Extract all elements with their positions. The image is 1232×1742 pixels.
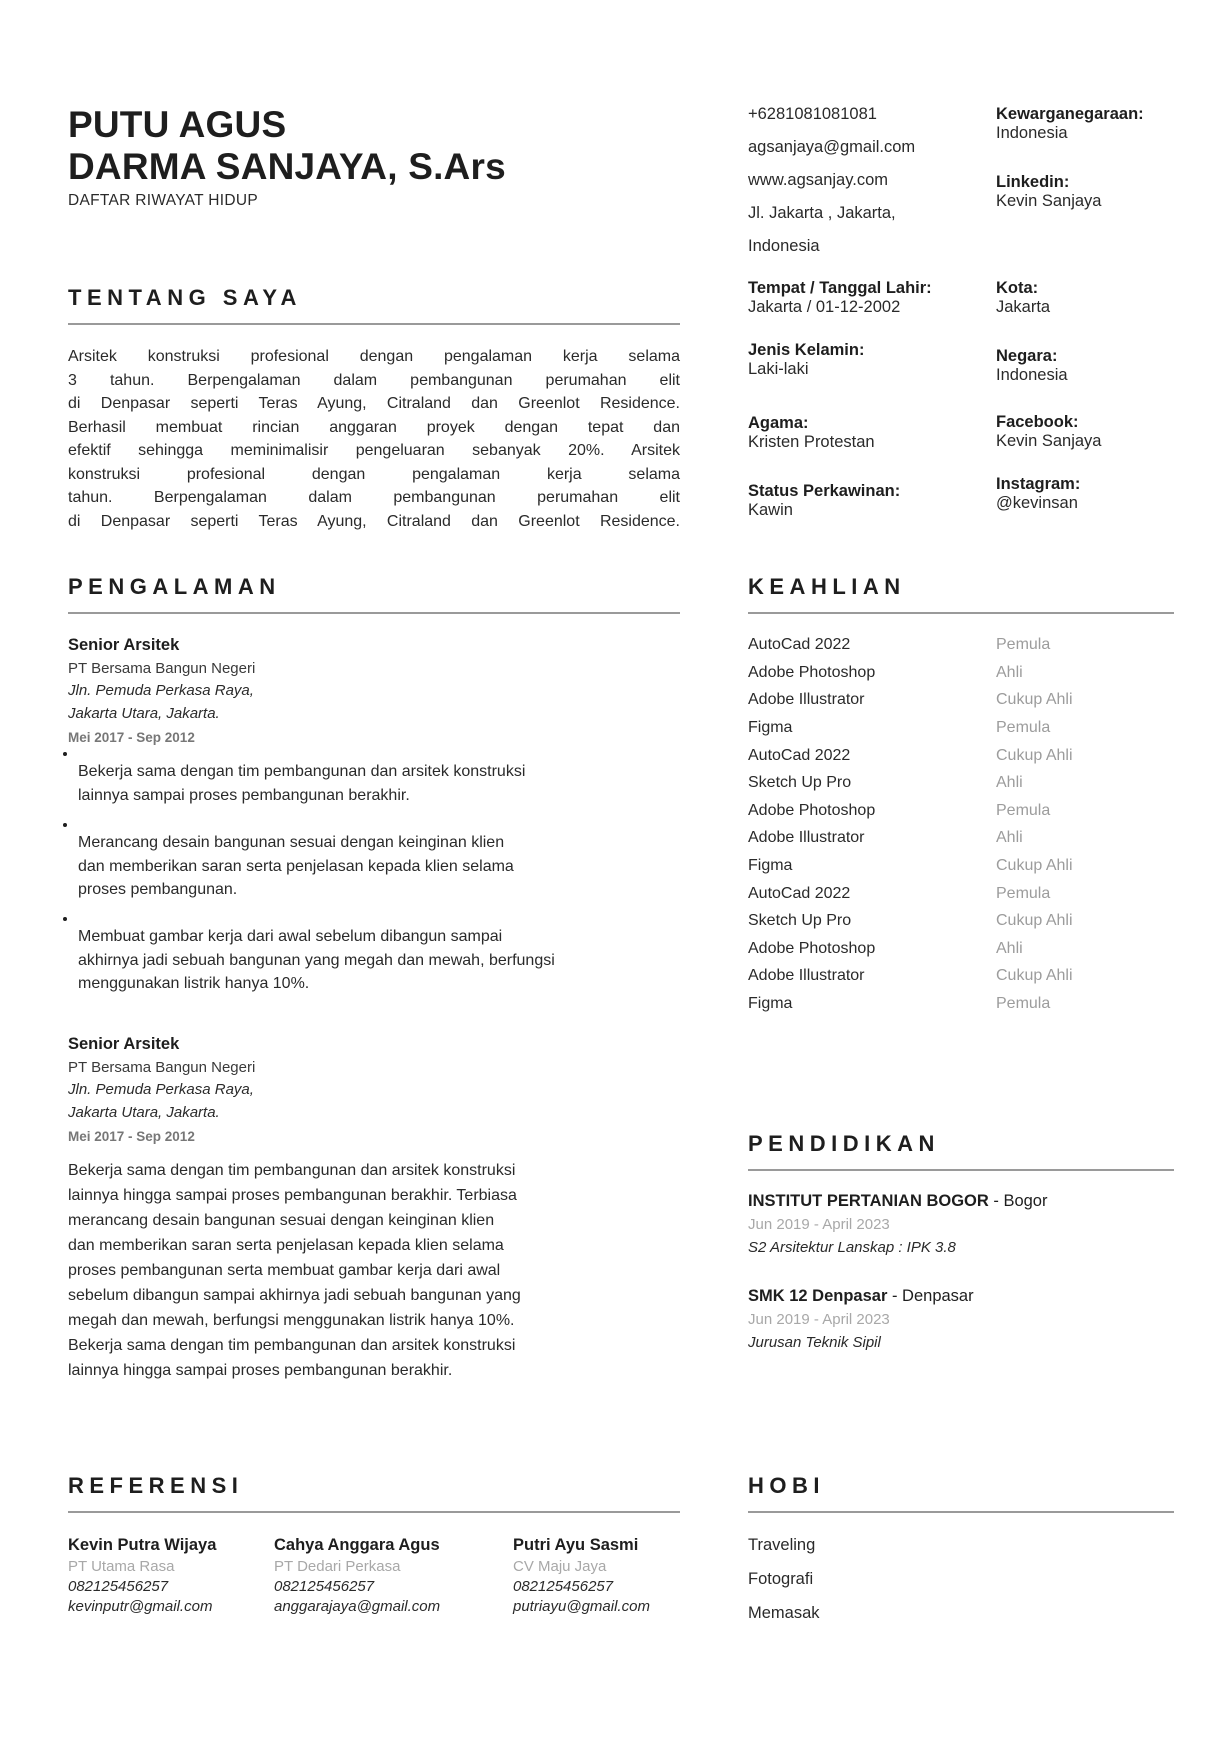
religion-block xyxy=(748,414,875,452)
about-line: tahun. Berpengalaman dalam pembangunan perumahan elit xyxy=(68,489,680,506)
citizenship-value: Indonesia xyxy=(996,124,1068,142)
reference-email: putriayu@gmail.com xyxy=(513,1598,650,1615)
skill-name: Adobe Photoshop xyxy=(748,802,876,819)
hobbies-heading: HOBI xyxy=(748,1473,825,1498)
about-line: di Denpasar seperti Teras Ayung, Citraland dan Greenlot Residence. xyxy=(68,512,680,530)
education-divider xyxy=(748,1169,1174,1171)
linkedin-value: Kevin Sanjaya xyxy=(996,192,1102,210)
about-text xyxy=(68,345,680,533)
skill-name: Adobe Illustrator xyxy=(748,829,865,846)
bullet-line: Bekerja sama dengan tim pembangunan dan arsitek konstruksi xyxy=(78,763,526,780)
skill-level: Cukup Ahli xyxy=(996,912,1073,929)
marital-label: Status Perkawinan: xyxy=(748,482,901,500)
skill-level: Pemula xyxy=(996,719,1051,736)
about-line: 3 tahun. Berpengalaman dalam pembangunan perumahan elit xyxy=(68,371,680,389)
skill-level: Ahli xyxy=(996,664,1023,681)
instagram-label: Instagram: xyxy=(996,475,1081,493)
job-2-address xyxy=(68,1079,254,1124)
hobby-item: Memasak xyxy=(748,1604,820,1622)
skill-level: Pemula xyxy=(996,995,1051,1012)
about-line: Berhasil membuat rincian anggaran proyek dengan tepat dan xyxy=(68,418,680,436)
reference-phone: 082125456257 xyxy=(513,1578,614,1595)
birth-block xyxy=(748,279,932,317)
birth-value: Jakarta / 01-12-2002 xyxy=(748,298,901,316)
skill-name: Adobe Photoshop xyxy=(748,940,876,957)
skill-name: Sketch Up Pro xyxy=(748,912,852,929)
skill-level: Cukup Ahli xyxy=(996,747,1073,764)
instagram-block xyxy=(996,475,1080,513)
paragraph-line: sebelum dibangun sampai akhirnya jadi sebuah bangunan yang xyxy=(68,1287,521,1304)
job-1-date: Mei 2017 - Sep 2012 xyxy=(68,730,195,745)
document-subtitle: DAFTAR RIWAYAT HIDUP xyxy=(68,192,258,209)
skill-level: Pemula xyxy=(996,885,1051,902)
education-1-location: - Bogor xyxy=(988,1192,1048,1210)
skill-level: Ahli xyxy=(996,940,1023,957)
citizenship-label: Kewarganegaraan: xyxy=(996,105,1144,123)
education-1-school: INSTITUT PERTANIAN BOGOR xyxy=(748,1192,989,1210)
education-2-location: - Denpasar xyxy=(887,1287,974,1305)
skills-heading: KEAHLIAN xyxy=(748,574,906,599)
full-name xyxy=(68,104,506,188)
references-divider xyxy=(68,1511,680,1513)
references-heading: REFERENSI xyxy=(68,1473,244,1498)
paragraph-line: dan memberikan saran serta penjelasan kepada klien selama xyxy=(68,1237,504,1254)
reference-2 xyxy=(274,1536,440,1615)
education-1-heading xyxy=(748,1192,1047,1211)
reference-company: PT Dedari Perkasa xyxy=(274,1558,401,1575)
contact-phone: +6281081081081 xyxy=(748,105,877,123)
skill-level: Pemula xyxy=(996,636,1051,653)
paragraph-line: merancang desain bangunan sesuai dengan keinginan klien xyxy=(68,1212,495,1229)
contact-website: www.agsanjay.com xyxy=(748,171,889,189)
job-1-address-line-2: Jakarta Utara, Jakarta. xyxy=(68,704,220,722)
paragraph-line: Bekerja sama dengan tim pembangunan dan arsitek konstruksi xyxy=(68,1162,516,1179)
skill-level: Cukup Ahli xyxy=(996,691,1073,708)
job-2-position: Senior Arsitek xyxy=(68,1035,180,1053)
skill-name: Adobe Illustrator xyxy=(748,967,865,984)
facebook-label: Facebook: xyxy=(996,413,1079,431)
skill-name: Adobe Photoshop xyxy=(748,664,876,681)
facebook-value: Kevin Sanjaya xyxy=(996,432,1102,450)
bullet-line: Membuat gambar kerja dari awal sebelum dibangun sampai xyxy=(78,928,503,945)
paragraph-line: proses pembangunan serta membuat gambar kerja dari awal xyxy=(68,1262,501,1279)
job-2-description xyxy=(68,1158,608,1383)
skill-name: Figma xyxy=(748,995,793,1012)
bullet-line: lainnya sampai proses pembangunan berakhir. xyxy=(78,786,410,804)
job-2-address-line-1: Jln. Pemuda Perkasa Raya, xyxy=(68,1081,254,1098)
skill-name: Figma xyxy=(748,857,793,874)
skill-name: AutoCad 2022 xyxy=(748,747,851,764)
bullet-line: Merancang desain bangunan sesuai dengan keinginan klien xyxy=(78,834,505,851)
gender-value: Laki-laki xyxy=(748,360,809,378)
job-1-position: Senior Arsitek xyxy=(68,636,180,654)
hobby-item: Fotografi xyxy=(748,1570,814,1588)
experience-heading: PENGALAMAN xyxy=(68,574,281,599)
name-line-1: PUTU AGUS xyxy=(68,104,287,145)
skill-level: Cukup Ahli xyxy=(996,857,1073,874)
paragraph-line: lainnya hingga sampai proses pembangunan berakhir. xyxy=(68,1362,453,1379)
reference-company: CV Maju Jaya xyxy=(513,1558,607,1575)
skill-level: Cukup Ahli xyxy=(996,967,1073,984)
skill-name: Adobe Illustrator xyxy=(748,691,865,708)
job-1-company: PT Bersama Bangun Negeri xyxy=(68,660,256,677)
reference-name: Kevin Putra Wijaya xyxy=(68,1536,217,1554)
contact-email: agsanjaya@gmail.com xyxy=(748,138,916,156)
job-1-bullet-1 xyxy=(78,760,638,807)
reference-company: PT Utama Rasa xyxy=(68,1558,175,1575)
reference-name: Putri Ayu Sasmi xyxy=(513,1536,639,1554)
bullet-line: dan memberikan saran serta penjelasan kepada klien selama xyxy=(78,857,514,875)
reference-phone: 082125456257 xyxy=(68,1578,169,1595)
about-line: di Denpasar seperti Teras Ayung, Citraland dan Greenlot Residence. xyxy=(68,395,680,412)
country-label: Negara: xyxy=(996,347,1058,365)
citizenship-block xyxy=(996,105,1144,143)
job-2-date: Mei 2017 - Sep 2012 xyxy=(68,1129,195,1144)
job-1-bullet-3 xyxy=(78,925,638,996)
education-2-heading xyxy=(748,1287,974,1306)
skill-level: Pemula xyxy=(996,802,1051,819)
reference-phone: 082125456257 xyxy=(274,1578,375,1595)
education-2-school: SMK 12 Denpasar xyxy=(748,1287,888,1305)
contact-address-line-2: Indonesia xyxy=(748,237,820,255)
birth-label: Tempat / Tanggal Lahir: xyxy=(748,279,932,297)
marital-value: Kawin xyxy=(748,501,793,519)
education-heading: PENDIDIKAN xyxy=(748,1131,940,1156)
education-2-detail: Jurusan Teknik Sipil xyxy=(748,1334,881,1351)
skill-level: Ahli xyxy=(996,774,1023,791)
facebook-block xyxy=(996,413,1102,451)
religion-label: Agama: xyxy=(748,414,809,432)
education-1-date: Jun 2019 - April 2023 xyxy=(748,1216,890,1233)
city-label: Kota: xyxy=(996,279,1039,297)
bullet-line: akhirnya jadi sebuah bangunan yang megah dan mewah, berfungsi xyxy=(78,951,555,969)
religion-value: Kristen Protestan xyxy=(748,433,875,451)
gender-block xyxy=(748,341,864,379)
bullet-icon xyxy=(63,917,67,921)
paragraph-line: megah dan mewah, berfungsi menggunakan listrik hanya 10%. xyxy=(68,1312,515,1329)
about-line: Arsitek konstruksi profesional dengan pengalaman kerja selama xyxy=(68,348,680,365)
about-line: konstruksi profesional dengan pengalaman kerja selama xyxy=(68,465,680,483)
bullet-icon xyxy=(63,752,67,756)
about-line: efektif sehingga meminimalisir pengeluaran sebanyak 20%. Arsitek xyxy=(68,442,680,459)
job-1-address xyxy=(68,680,254,725)
name-line-2: DARMA SANJAYA, S.Ars xyxy=(68,146,506,187)
skill-name: AutoCad 2022 xyxy=(748,885,851,902)
about-divider xyxy=(68,323,680,325)
contact-address-line-1: Jl. Jakarta , Jakarta, xyxy=(748,204,896,222)
reference-email: kevinputr@gmail.com xyxy=(68,1598,213,1615)
marital-block xyxy=(748,482,900,520)
instagram-value: @kevinsan xyxy=(996,494,1078,512)
city-block xyxy=(996,279,1050,317)
job-1-address-line-1: Jln. Pemuda Perkasa Raya, xyxy=(68,682,254,699)
reference-email: anggarajaya@gmail.com xyxy=(274,1598,441,1615)
hobbies-divider xyxy=(748,1511,1174,1513)
skill-level: Ahli xyxy=(996,829,1023,846)
education-2-date: Jun 2019 - April 2023 xyxy=(748,1311,890,1328)
hobby-item: Traveling xyxy=(748,1536,816,1554)
country-block xyxy=(996,347,1068,385)
country-value: Indonesia xyxy=(996,366,1068,384)
paragraph-line: lainnya hingga sampai proses pembangunan berakhir. Terbiasa xyxy=(68,1187,517,1204)
job-2-company: PT Bersama Bangun Negeri xyxy=(68,1059,256,1076)
job-2-address-line-2: Jakarta Utara, Jakarta. xyxy=(68,1103,220,1121)
bullet-line: menggunakan listrik hanya 10%. xyxy=(78,975,310,992)
gender-label: Jenis Kelamin: xyxy=(748,341,865,359)
paragraph-line: Bekerja sama dengan tim pembangunan dan arsitek konstruksi xyxy=(68,1337,516,1354)
linkedin-label: Linkedin: xyxy=(996,173,1070,191)
skill-name: Figma xyxy=(748,719,793,736)
city-value: Jakarta xyxy=(996,298,1051,316)
reference-3 xyxy=(513,1536,650,1615)
experience-divider xyxy=(68,612,680,614)
linkedin-block xyxy=(996,173,1102,211)
reference-name: Cahya Anggara Agus xyxy=(274,1536,440,1554)
job-1-bullet-2 xyxy=(78,831,638,902)
reference-1 xyxy=(68,1536,216,1615)
bullet-icon xyxy=(63,823,67,827)
bullet-line: proses pembangunan. xyxy=(78,881,238,898)
skill-name: Sketch Up Pro xyxy=(748,774,852,791)
skills-divider xyxy=(748,612,1174,614)
about-heading: TENTANG SAYA xyxy=(68,285,302,310)
skill-name: AutoCad 2022 xyxy=(748,636,851,653)
education-1-detail: S2 Arsitektur Lanskap : IPK 3.8 xyxy=(748,1239,956,1256)
